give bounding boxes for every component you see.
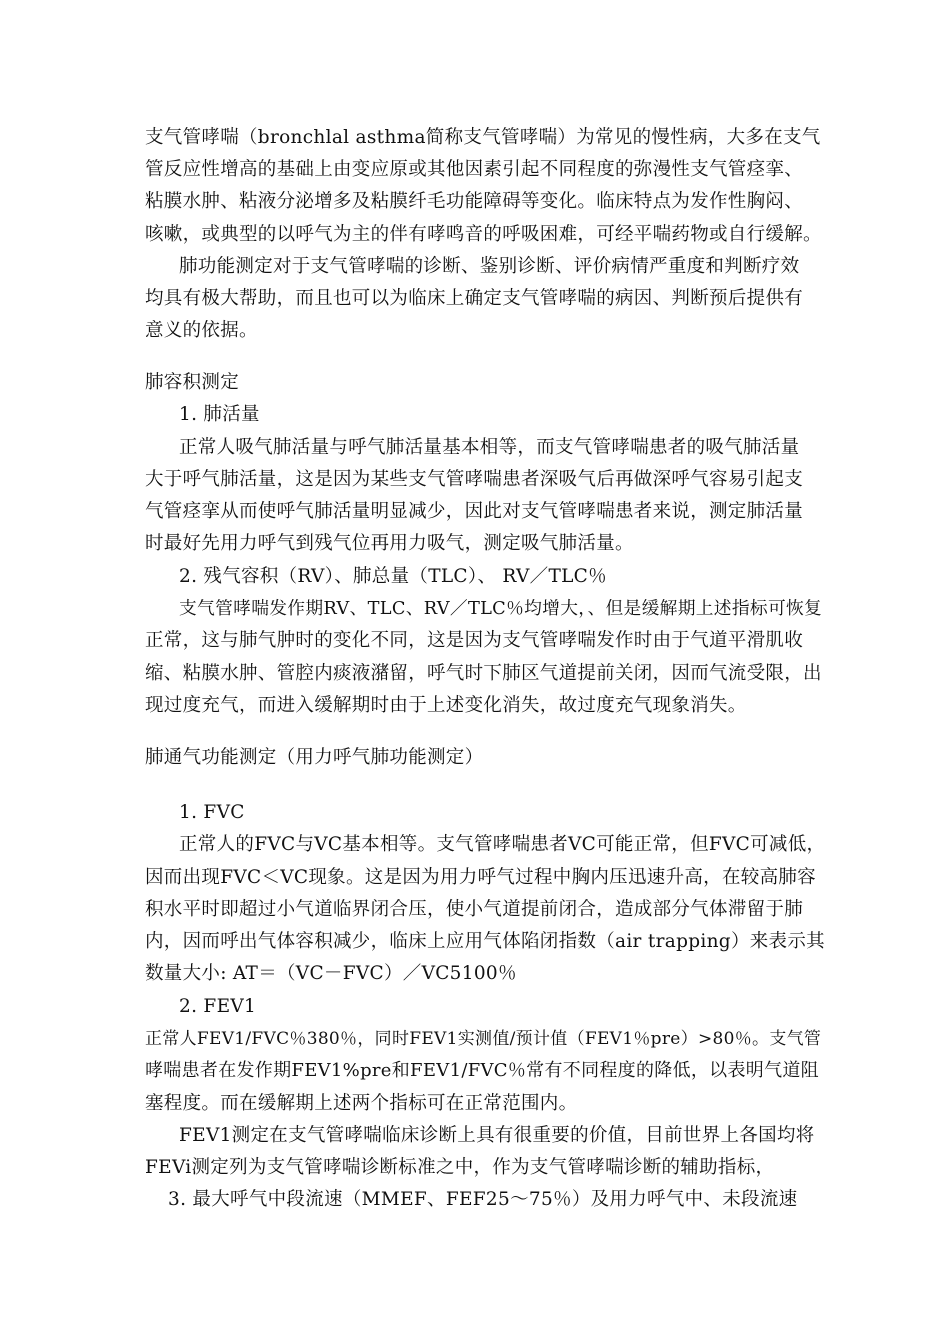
paragraph-line: FEV1测定在支气管哮喘临床诊断上具有很重要的价值，目前世界上各国均将 — [179, 1125, 815, 1146]
paragraph-line: 积水平时即超过小气道临界闭合压，使小气道提前闭合，造成部分气体滞留于肺 — [145, 899, 804, 920]
paragraph-line: 正常人FEV1/FVC％380％，同时FEV1实测值/预计值（FEV1％pre）>80％。支气管 — [145, 1029, 822, 1049]
paragraph-line: FEVi测定列为支气管哮喘诊断标准之中，作为支气管哮喘诊断的辅助指标， — [145, 1157, 775, 1178]
paragraph-line: 正常，这与肺气肿时的变化不同，这是因为支气管哮喘发作时由于气道平滑肌收 — [145, 630, 804, 651]
section-heading: 肺通气功能测定（用力呼气肺功能测定） — [145, 747, 484, 768]
paragraph-line: 支气管哮喘（bronchlal asthma简称支气管哮喘）为常见的慢性病，大多在支气 — [145, 127, 821, 148]
paragraph-line: 哮喘患者在发作期FEV1%pre和FEV1/FVC％常有不同程度的降低，以表明气道阻 — [145, 1060, 819, 1081]
paragraph-line: 正常人吸气肺活量与呼气肺活量基本相等，而支气管哮喘患者的吸气肺活量 — [179, 437, 800, 458]
paragraph-line: 时最好先用力呼气到残气位再用力吸气，测定吸气肺活量。 — [145, 533, 634, 554]
paragraph-line: 内，因而呼出气体容积减少，临床上应用气体陷闭指数（air trapping）来表示其 — [145, 931, 825, 952]
paragraph-line: 正常人的FVC与VC基本相等。支气管哮喘患者VC可能正常，但FVC可减低， — [179, 834, 826, 855]
paragraph-line: 大于呼气肺活量，这是因为某些支气管哮喘患者深吸气后再做深呼气容易引起支 — [145, 469, 804, 490]
paragraph-line: 数量大小: AT＝（VC－FVC）／VC5100％ — [145, 963, 517, 984]
paragraph-line: 粘膜水肿、粘液分泌增多及粘膜纤毛功能障碍等变化。临床特点为发作性胸闷、 — [145, 191, 804, 212]
paragraph-line: 管反应性增高的基础上由变应原或其他因素引起不同程度的弥漫性支气管痉挛、 — [145, 159, 804, 180]
paragraph-line: 现过度充气，而进入缓解期时由于上述变化消失，故过度充气现象消失。 — [145, 695, 747, 716]
section-heading: 肺容积测定 — [145, 372, 240, 393]
paragraph-line: 支气管哮喘发作期RV、TLC、RV／TLC％均增大，、但是缓解期上述指标可恢复 — [179, 599, 823, 619]
subsection-heading: 3. 最大呼气中段流速（MMEF、FEF25～75％）及用力呼气中、未段流速 — [168, 1189, 798, 1210]
paragraph-line: 均具有极大帮助，而且也可以为临床上确定支气管哮喘的病因、判断预后提供有 — [145, 288, 804, 309]
paragraph-line: 肺功能测定对于支气管哮喘的诊断、鉴别诊断、评价病情严重度和判断疗效 — [179, 256, 800, 277]
subsection-heading: 1. 肺活量 — [179, 404, 260, 425]
paragraph-line: 咳嗽，或典型的以呼气为主的伴有哮鸣音的呼吸困难，可经平喘药物或自行缓解。 — [145, 224, 822, 245]
paragraph-line: 塞程度。而在缓解期上述两个指标可在正常范围内。 — [145, 1093, 578, 1114]
subsection-heading: 2. 残气容积（RV）、肺总量（TLC）、 RV／TLC％ — [179, 566, 607, 587]
paragraph-line: 意义的依据。 — [145, 320, 258, 341]
subsection-heading: 2. FEV1 — [179, 996, 257, 1017]
paragraph-line: 气管痉挛从而使呼气肺活量明显减少，因此对支气管哮喘患者来说，测定肺活量 — [145, 501, 804, 522]
paragraph-line: 因而出现FVC＜VC现象。这是因为用力呼气过程中胸内压迅速升高，在较高肺容 — [145, 867, 816, 888]
subsection-heading: 1. FVC — [179, 802, 245, 823]
paragraph-line: 缩、粘膜水肿、管腔内痰液潴留，呼气时下肺区气道提前关闭，因而气流受限，出 — [145, 663, 822, 684]
